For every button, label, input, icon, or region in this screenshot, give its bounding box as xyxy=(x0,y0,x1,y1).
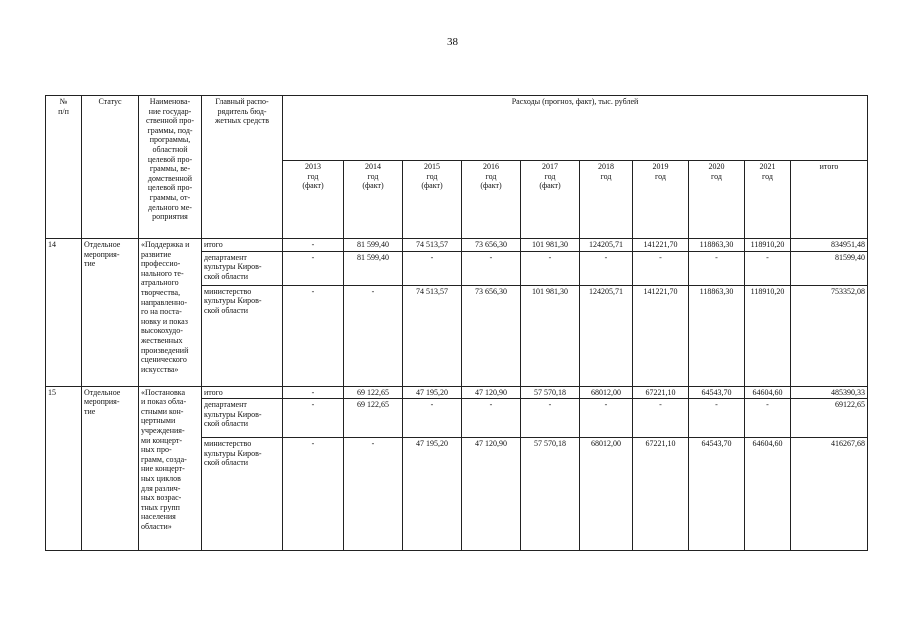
row-value: - xyxy=(521,251,580,285)
row-value: - xyxy=(745,251,791,285)
row-number: 15 xyxy=(46,386,82,551)
header-status: Статус xyxy=(82,96,139,239)
row-value: 57 570,18 xyxy=(521,386,580,399)
row-value: 69 122,65 xyxy=(344,386,403,399)
row-value: 47 120,90 xyxy=(462,438,521,551)
row-value: - xyxy=(689,251,745,285)
row-value: 64604,60 xyxy=(745,438,791,551)
header-num: № п/п xyxy=(46,96,82,239)
row-value: - xyxy=(580,251,633,285)
expenses-table xyxy=(45,95,868,551)
row-executor: департамент культуры Киров- ской области xyxy=(202,399,283,438)
row-value: - xyxy=(283,239,344,252)
row-value: - xyxy=(580,399,633,438)
row-value: - xyxy=(689,399,745,438)
row-value: - xyxy=(745,399,791,438)
row-value: - xyxy=(462,251,521,285)
row-name: «Постановка и показ обла- стными кон- цертными учреждения- ми концерт- ных про- грамм, созда- ние концерт- ных циклов для различ- ных возрас- тных групп населения области» xyxy=(139,386,202,551)
row-value: 124205,71 xyxy=(580,239,633,252)
row-executor: министерство культуры Киров- ской области xyxy=(202,285,283,386)
row-value: 101 981,30 xyxy=(521,285,580,386)
header-year: итого xyxy=(791,161,868,239)
row-status: Отдельное мероприя- тие xyxy=(82,239,139,387)
row-value: 64543,70 xyxy=(689,438,745,551)
row-value: 73 656,30 xyxy=(462,285,521,386)
row-value: 834951,48 xyxy=(791,239,868,252)
header-year: 2017 год (факт) xyxy=(521,161,580,239)
row-value: 74 513,57 xyxy=(403,239,462,252)
row-value: - xyxy=(344,285,403,386)
row-value: 118910,20 xyxy=(745,239,791,252)
row-value: 141221,70 xyxy=(633,239,689,252)
row-value: 141221,70 xyxy=(633,285,689,386)
row-value: - xyxy=(521,399,580,438)
row-value: - xyxy=(283,438,344,551)
header-executor: Главный распо- рядитель бюд- жетных средств xyxy=(202,96,283,239)
row-value: 64543,70 xyxy=(689,386,745,399)
header-name: Наименова- ние государ- ственной про- граммы, под- программы, областной целевой про- граммы, ве- домственной целевой про- граммы, от- дельного ме- роприятия xyxy=(139,96,202,239)
row-value: 73 656,30 xyxy=(462,239,521,252)
header-year: 2020 год xyxy=(689,161,745,239)
row-status: Отдельное мероприя- тие xyxy=(82,386,139,551)
row-value: - xyxy=(283,251,344,285)
row-value: - xyxy=(344,438,403,551)
row-value: - xyxy=(633,251,689,285)
header-year: 2014 год (факт) xyxy=(344,161,403,239)
row-value: - xyxy=(283,386,344,399)
row-value: 485390,33 xyxy=(791,386,868,399)
row-value: 118910,20 xyxy=(745,285,791,386)
row-executor: министерство культуры Киров- ской области xyxy=(202,438,283,551)
row-value: - xyxy=(633,399,689,438)
row-executor: итого xyxy=(202,386,283,399)
row-value: 101 981,30 xyxy=(521,239,580,252)
page-number: 38 xyxy=(447,36,458,48)
row-value: - xyxy=(403,399,462,438)
header-year: 2015 год (факт) xyxy=(403,161,462,239)
row-value: 57 570,18 xyxy=(521,438,580,551)
row-value: 68012,00 xyxy=(580,438,633,551)
row-value: 47 195,20 xyxy=(403,386,462,399)
table-row xyxy=(46,386,868,399)
header-year: 2016 год (факт) xyxy=(462,161,521,239)
row-value: - xyxy=(403,251,462,285)
header-year: 2021 год xyxy=(745,161,791,239)
header-year: 2018 год xyxy=(580,161,633,239)
row-value: - xyxy=(283,399,344,438)
row-value: 416267,68 xyxy=(791,438,868,551)
table-row xyxy=(46,239,868,252)
row-value: 67221,10 xyxy=(633,438,689,551)
row-value: 118863,30 xyxy=(689,285,745,386)
row-value: 69122,65 xyxy=(791,399,868,438)
row-executor: департамент культуры Киров- ской области xyxy=(202,251,283,285)
row-executor: итого xyxy=(202,239,283,252)
row-value: 81599,40 xyxy=(791,251,868,285)
row-value: 118863,30 xyxy=(689,239,745,252)
row-value: 81 599,40 xyxy=(344,239,403,252)
row-value: 67221,10 xyxy=(633,386,689,399)
row-value: 64604,60 xyxy=(745,386,791,399)
row-name: «Поддержка и развитие профессио- нального те- атрального творчества, направленно- го на поста- новку и показ высокохудо- жественных произведений сценического искусства» xyxy=(139,239,202,387)
row-value: 47 120,90 xyxy=(462,386,521,399)
row-value: 753352,08 xyxy=(791,285,868,386)
row-value: 81 599,40 xyxy=(344,251,403,285)
row-value: 69 122,65 xyxy=(344,399,403,438)
row-number: 14 xyxy=(46,239,82,387)
header-year: 2019 год xyxy=(633,161,689,239)
row-value: - xyxy=(462,399,521,438)
header-year: 2013 год (факт) xyxy=(283,161,344,239)
header-expenses: Расходы (прогноз, факт), тыс. рублей xyxy=(283,96,868,161)
row-value: 124205,71 xyxy=(580,285,633,386)
row-value: - xyxy=(283,285,344,386)
row-value: 47 195,20 xyxy=(403,438,462,551)
row-value: 74 513,57 xyxy=(403,285,462,386)
row-value: 68012,00 xyxy=(580,386,633,399)
